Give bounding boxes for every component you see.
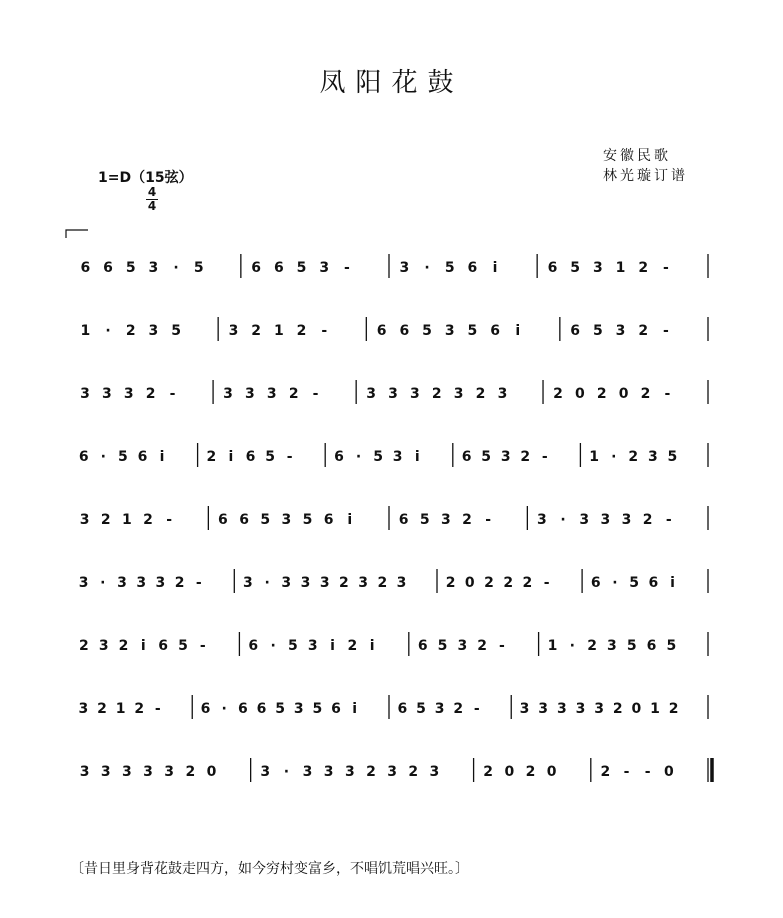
score-note: ·	[612, 575, 618, 591]
score-note: 0	[631, 701, 642, 717]
score-note: 2	[484, 575, 494, 591]
score-note: 3	[228, 323, 239, 339]
score-note: 3	[444, 323, 455, 339]
score-note: 3	[148, 323, 159, 339]
score-note: 3	[621, 512, 632, 528]
score-note: -	[312, 386, 319, 402]
score-note: 2	[525, 764, 536, 780]
score-note: -	[343, 260, 350, 276]
score-note: 3	[281, 575, 292, 591]
score-note: 5	[171, 323, 181, 339]
score-note: 3	[136, 575, 147, 591]
score-note: 5	[312, 701, 323, 717]
score-note: -	[543, 575, 550, 591]
score-note: i	[492, 260, 498, 276]
score-note: 5	[666, 638, 677, 654]
score-note: 3	[429, 764, 440, 780]
score-note: -	[541, 449, 548, 465]
song-title: 凤阳花鼓	[319, 68, 464, 98]
score-note: i	[352, 701, 358, 717]
score-note: 3	[579, 512, 590, 528]
score-note: 3	[538, 701, 549, 717]
score-note: -	[154, 701, 161, 717]
score-note: -	[499, 638, 505, 654]
score-note: 3	[123, 386, 134, 402]
score-note: 3	[223, 386, 233, 402]
score-note: 3	[143, 764, 153, 780]
score-note: 0	[504, 764, 515, 780]
score-note: 6	[78, 449, 89, 465]
repeat-bracket	[66, 230, 88, 238]
score-note: 3	[500, 449, 511, 465]
score-note: 6	[334, 449, 344, 465]
score-note: 3	[594, 701, 604, 717]
score-note: 3	[647, 449, 658, 465]
score-note: 3	[293, 701, 304, 717]
score-note: 3	[98, 638, 109, 654]
time-signature-bottom: 4	[147, 199, 157, 213]
score-note: 5	[118, 449, 128, 465]
score-note: 5	[296, 260, 307, 276]
score-note: i	[140, 638, 146, 654]
score-note: 2	[477, 638, 488, 654]
score-note: 5	[570, 260, 581, 276]
score-note: 6	[158, 638, 169, 654]
score-note: 2	[125, 323, 136, 339]
score-note: 2	[640, 386, 651, 402]
score-note: 5	[481, 449, 492, 465]
score-note: 1	[80, 323, 91, 339]
score-note: 6	[399, 323, 410, 339]
score-note: 3	[519, 701, 530, 717]
score-note: 2	[462, 512, 472, 528]
score-note: 3	[79, 512, 90, 528]
score-note: 6	[646, 638, 657, 654]
score-note: 6	[547, 260, 558, 276]
score-note: 2	[503, 575, 514, 591]
score-note: 6	[590, 575, 601, 591]
score-note: 6	[245, 449, 256, 465]
score-note: 2	[475, 386, 486, 402]
score-note: 0	[574, 386, 585, 402]
score-note: 5	[373, 449, 383, 465]
score-note: 3	[101, 386, 112, 402]
score-note: 3	[392, 449, 403, 465]
score-note: 5	[178, 638, 188, 654]
score-note: 5	[419, 512, 430, 528]
score-note: 3	[260, 764, 271, 780]
score-note: 3	[440, 512, 451, 528]
score-note: 6	[323, 512, 334, 528]
lyric-note: 〔昔日里身背花鼓走四方，如今穷村变富乡，不唱饥荒唱兴旺。〕	[70, 861, 469, 877]
score-note: 1	[273, 323, 284, 339]
score-note: 3	[457, 638, 468, 654]
score-note: 2	[453, 701, 464, 717]
score-note: 3	[537, 512, 547, 528]
score-note: 5	[592, 323, 603, 339]
score-note: 6	[376, 323, 387, 339]
score-note: 6	[331, 701, 341, 717]
score-note: ·	[560, 512, 566, 528]
score-note: 3	[78, 575, 89, 591]
score-note: 3	[434, 701, 445, 717]
score-note: 1	[547, 638, 558, 654]
score-note: 3	[319, 575, 330, 591]
score-note: 2	[79, 638, 89, 654]
score-note: 2	[520, 449, 531, 465]
score-note: 6	[461, 449, 472, 465]
score-note: -	[199, 638, 206, 654]
score-note: -	[665, 512, 672, 528]
score-note: 5	[125, 260, 136, 276]
score-note: 5	[288, 638, 298, 654]
score-note: 6	[237, 701, 248, 717]
score-note: 2	[288, 386, 299, 402]
score-note: 2	[97, 701, 107, 717]
score-note: 5	[302, 512, 313, 528]
score-note: 2	[145, 386, 156, 402]
score-note: 3	[592, 260, 603, 276]
time-signature-top: 4	[147, 185, 157, 199]
score-note: 2	[347, 638, 358, 654]
score-note: 2	[668, 701, 679, 717]
score-note: 3	[281, 512, 292, 528]
score-note: ·	[283, 764, 290, 780]
score-note: 1	[650, 701, 660, 717]
score-note: 5	[629, 575, 639, 591]
credit-origin: 安徽民歌	[603, 148, 671, 164]
score-note: -	[662, 260, 669, 276]
score-note: i	[369, 638, 375, 654]
score-note: 2	[366, 764, 376, 780]
score-note: 2	[431, 386, 442, 402]
score-note: 6	[648, 575, 659, 591]
score-note: -	[662, 323, 669, 339]
score-note: 0	[663, 764, 674, 780]
score-note: 3	[307, 638, 318, 654]
score-note: 2	[483, 764, 494, 780]
score-note: 1	[121, 512, 132, 528]
score-note: 6	[256, 701, 267, 717]
score-note: 2	[596, 386, 607, 402]
score-note: 6	[248, 638, 259, 654]
score-note: 6	[200, 701, 211, 717]
score-note: i	[670, 575, 675, 591]
score-note: 6	[417, 638, 428, 654]
score-note: ·	[100, 449, 107, 465]
score-note: 2	[638, 323, 649, 339]
score-note: 2	[134, 701, 145, 717]
score-note: 0	[546, 764, 557, 780]
score-note: 2	[296, 323, 307, 339]
score-note: ·	[355, 449, 362, 465]
score-note: i	[414, 449, 420, 465]
score-note: 3	[117, 575, 127, 591]
score-note: ·	[569, 638, 575, 654]
score-note: 1	[589, 449, 600, 465]
score-note: 5	[437, 638, 448, 654]
score-note: 3	[410, 386, 420, 402]
score-note: 3	[497, 386, 508, 402]
score-note: 5	[467, 323, 478, 339]
score-note: 6	[273, 260, 284, 276]
score-note: 3	[615, 323, 626, 339]
score-note: 5	[260, 512, 271, 528]
score-note: 2	[522, 575, 533, 591]
score-note: 5	[275, 701, 285, 717]
score-note: 6	[103, 260, 113, 276]
score-note: ·	[424, 260, 430, 276]
score-note: 2	[553, 386, 563, 402]
score-note: ·	[221, 701, 227, 717]
score-note: 5	[416, 701, 426, 717]
score-note: 2	[638, 260, 649, 276]
score-note: 2	[612, 701, 623, 717]
score-note: -	[166, 512, 173, 528]
score-note: i	[228, 449, 234, 465]
score-note: 3	[164, 764, 175, 780]
score-note: 3	[302, 764, 313, 780]
score-note: 6	[80, 260, 91, 276]
score-note: 1	[615, 260, 626, 276]
score-note: 2	[143, 512, 153, 528]
score-note: 3	[366, 386, 376, 402]
score-note: 3	[607, 638, 617, 654]
score-note: 3	[243, 575, 253, 591]
score-note: 3	[300, 575, 311, 591]
score-note: ·	[270, 638, 276, 654]
score-note: ·	[100, 575, 106, 591]
score-note: 2	[600, 764, 611, 780]
score-note: 3	[358, 575, 368, 591]
score-note: 2	[628, 449, 639, 465]
score-note: 3	[100, 764, 111, 780]
score-note: 5	[265, 449, 275, 465]
score-note: 2	[174, 575, 185, 591]
score-note: 6	[398, 512, 409, 528]
score-note: 5	[444, 260, 455, 276]
score-note: 5	[422, 323, 432, 339]
score-note: 5	[667, 449, 678, 465]
score-note: 3	[155, 575, 166, 591]
score-note: ·	[173, 260, 179, 276]
score-note: i	[347, 512, 353, 528]
score-note: 3	[148, 260, 159, 276]
score-note: 3	[79, 764, 90, 780]
score-note: 3	[600, 512, 611, 528]
score-note: ·	[105, 323, 111, 339]
score-note: 3	[399, 260, 410, 276]
score-note: 2	[642, 512, 653, 528]
score-note: ·	[264, 575, 270, 591]
score-note: 2	[100, 512, 111, 528]
score-note: -	[195, 575, 202, 591]
score-note: -	[473, 701, 480, 717]
score-note: i	[159, 449, 165, 465]
score-note: 3	[388, 386, 398, 402]
score-note: -	[644, 764, 651, 780]
score-note: 6	[137, 449, 148, 465]
score-note: i	[515, 323, 521, 339]
score-note: 6	[397, 701, 408, 717]
score-note: -	[169, 386, 176, 402]
score-note: 3	[556, 701, 567, 717]
score-note: 6	[251, 260, 262, 276]
score-note: 3	[396, 575, 407, 591]
score-note: 3	[121, 764, 132, 780]
score-note: 6	[239, 512, 249, 528]
score-note: 2	[339, 575, 349, 591]
score-note: 3	[344, 764, 355, 780]
score-note: -	[286, 449, 293, 465]
score-note: 6	[570, 323, 581, 339]
score-note: 2	[377, 575, 388, 591]
score-note: 1	[115, 701, 126, 717]
score-note: 0	[206, 764, 217, 780]
score-note: 2	[251, 323, 262, 339]
score-note: -	[623, 764, 630, 780]
score-note: 2	[206, 449, 217, 465]
score-note: 6	[490, 323, 500, 339]
score-note: 3	[387, 764, 397, 780]
score-note: 2	[185, 764, 196, 780]
score-note: -	[321, 323, 328, 339]
score-note: 3	[319, 260, 330, 276]
score-note: 3	[80, 386, 90, 402]
score-note: 3	[323, 764, 334, 780]
score-note: -	[664, 386, 671, 402]
score-note: i	[330, 638, 335, 654]
score-note: 3	[78, 701, 89, 717]
key-signature: 1=D（15弦）	[98, 170, 193, 186]
score-note: 6	[218, 512, 228, 528]
score-note: 3	[453, 386, 464, 402]
score-note: ·	[611, 449, 617, 465]
score-note: 2	[408, 764, 419, 780]
score-note: 3	[575, 701, 586, 717]
score-note: 5	[193, 260, 204, 276]
credit-editor: 林光璇订谱	[603, 168, 688, 184]
score-note: 2	[445, 575, 456, 591]
score-note: 5	[626, 638, 637, 654]
score-note: 0	[464, 575, 475, 591]
score-note: 2	[587, 638, 597, 654]
score-note: 3	[245, 386, 255, 402]
score-note: 0	[618, 386, 629, 402]
score-note: 2	[118, 638, 129, 654]
score-note: 6	[467, 260, 478, 276]
score-note: 3	[266, 386, 277, 402]
score-note: -	[485, 512, 492, 528]
